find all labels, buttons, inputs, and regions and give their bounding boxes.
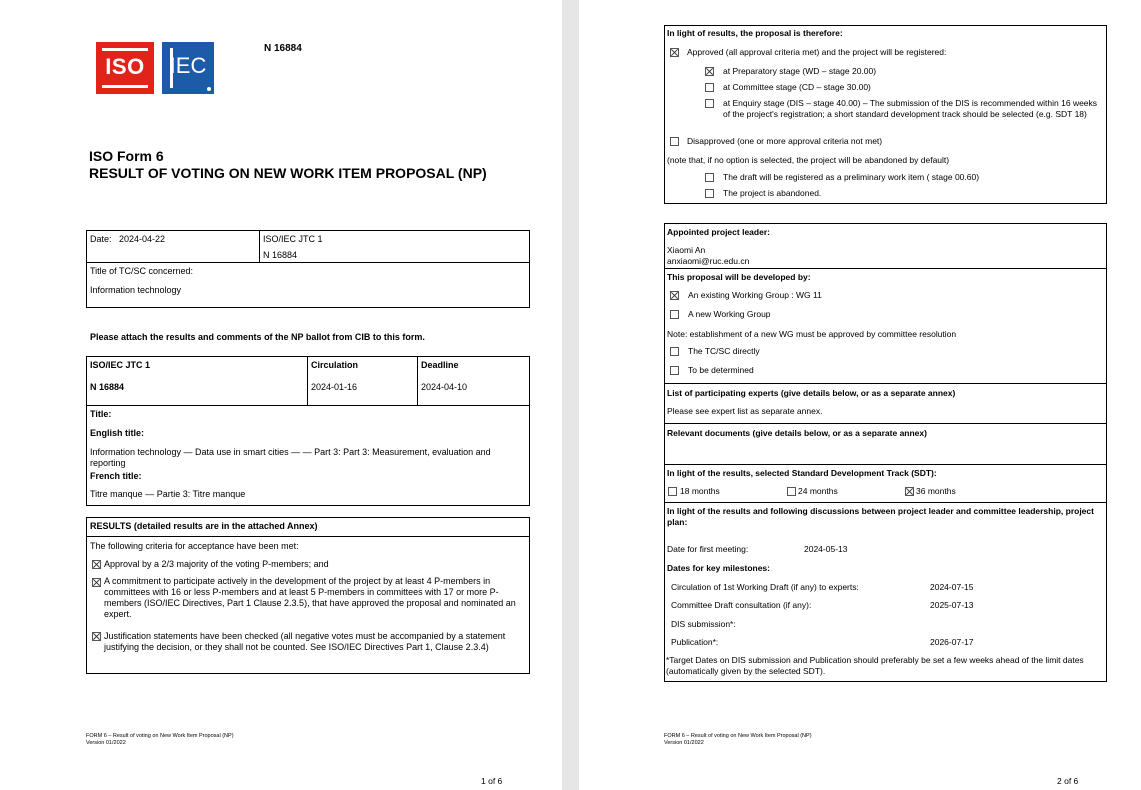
- tbd-text: To be determined: [688, 365, 754, 375]
- french-title-value: Titre manque — Partie 3: Titre manque: [90, 489, 246, 499]
- leader-email: anxiaomi@ruc.edu.cn: [667, 256, 750, 266]
- criteria-3-checkbox[interactable]: [92, 632, 101, 641]
- english-title-label: English title:: [90, 428, 144, 438]
- draft-prelim-checkbox[interactable]: [705, 173, 714, 182]
- milestones-label: Dates for key milestones:: [667, 563, 770, 573]
- experts-header: List of participating experts (give details below, or as a separate annex): [667, 388, 956, 398]
- wd-value: 2024-07-15: [930, 582, 974, 592]
- iso-logo: ISO: [96, 42, 154, 94]
- approved-text: Approved (all approval criteria met) and the project will be registered:: [687, 47, 947, 57]
- iec-logo: IEC: [162, 42, 214, 94]
- new-wg-checkbox[interactable]: [670, 310, 679, 319]
- sdt-24-text: 24 months: [798, 486, 838, 496]
- results-header: RESULTS (detailed results are in the attached Annex): [90, 521, 318, 531]
- first-meeting-value: 2024-05-13: [804, 544, 848, 554]
- ballot-table: [86, 356, 530, 506]
- page-number-2: 2 of 6: [1057, 776, 1079, 786]
- footer-version: Version 01/2022: [86, 740, 126, 746]
- stage-prep-checkbox[interactable]: [705, 67, 714, 76]
- attach-note: Please attach the results and comments of the NP ballot from CIB to this form.: [90, 332, 425, 342]
- pub-value: 2026-07-17: [930, 637, 974, 647]
- criteria-1-checkbox[interactable]: [92, 560, 101, 569]
- circulation-value: 2024-01-16: [311, 382, 358, 392]
- stage-prep-text: at Preparatory stage (WD – stage 20.00): [723, 66, 877, 76]
- ballot-committee: ISO/IEC JTC 1: [90, 360, 151, 370]
- stage-cd-text: at Committee stage (CD – stage 30.00): [723, 82, 871, 92]
- existing-wg-text: An existing Working Group : WG 11: [688, 290, 822, 300]
- new-wg-note: Note: establishment of a new WG must be approved by committee resolution: [667, 329, 957, 339]
- wd-label: Circulation of 1st Working Draft (if any) to experts:: [671, 582, 859, 592]
- footer-form-line: FORM 6 – Result of voting on New Work Item Proposal (NP): [86, 733, 234, 739]
- page-number-1: 1 of 6: [481, 776, 503, 786]
- criteria-1-text: Approval by a 2/3 majority of the voting P-members; and: [104, 559, 329, 569]
- deadline-value: 2024-04-10: [421, 382, 468, 392]
- sdt-36-checkbox[interactable]: [905, 487, 914, 496]
- sdt-header: In light of the results, selected Standard Development Track (SDT):: [667, 468, 937, 478]
- sdt-36-text: 36 months: [916, 486, 956, 496]
- plan-header: In light of the results and following discussions between project leader and committee leadership, project plan:: [667, 506, 1094, 527]
- date-value: 2024-04-22: [119, 234, 166, 244]
- cd-label: Committee Draft consultation (if any):: [671, 600, 812, 610]
- new-wg-text: A new Working Group: [688, 309, 771, 319]
- disapproved-text: Disapproved (one or more approval criteria not met): [687, 136, 883, 146]
- form-subtitle: RESULT OF VOTING ON NEW WORK ITEM PROPOSAL (NP): [89, 165, 487, 181]
- stage-dis-checkbox[interactable]: [705, 99, 714, 108]
- criteria-3-text: Justification statements have been checked (all negative votes must be accompanied by a statement justifying the decision, or they shall not be counted. See ISO/IEC Directives Part 1, Clause 2.3.4): [104, 631, 506, 652]
- leader-header: Appointed project leader:: [667, 227, 770, 237]
- english-title-value: Information technology — Data use in smart cities — — Part 3: Part 3: Measurement, evaluation and reporting: [90, 447, 491, 468]
- committee-doc-number: N 16884: [263, 250, 298, 260]
- criteria-2-text: A commitment to participate actively in the development of the project by at least 4 P-members in committees with 16 or less P-members and at least 5 P-members in committees with 17 or more P-members (ISO/IEC Directives, Part 1 Clause 2.3.5), that have approved the proposal and nominated an expert.: [104, 576, 516, 619]
- date-label: Date:: [90, 234, 112, 244]
- stage-dis-text: at Enquiry stage (DIS – stage 40.00) – The submission of the DIS is recommended within 16 weeks of the project's registration; a short standard development track should be selected (e.g. SDT 18): [723, 98, 1098, 119]
- deadline-label: Deadline: [421, 360, 459, 370]
- document-page-2: [579, 0, 1141, 790]
- plan-footnote: *Target Dates on DIS submission and Publication should preferably be set a few weeks ahead of the limit dates (automatically given by the selected SDT).: [666, 655, 1084, 676]
- existing-wg-checkbox[interactable]: [670, 291, 679, 300]
- sdt-24-checkbox[interactable]: [787, 487, 796, 496]
- developed-header: This proposal will be developed by:: [667, 272, 811, 282]
- french-title-label: French title:: [90, 471, 142, 481]
- tcsc-label: Title of TC/SC concerned:: [90, 266, 194, 276]
- tbd-checkbox[interactable]: [670, 366, 679, 375]
- committee-name: ISO/IEC JTC 1: [263, 234, 323, 244]
- doc-number: N 16884: [264, 43, 302, 54]
- approved-checkbox[interactable]: [670, 48, 679, 57]
- tcsc-value: Information technology: [90, 285, 182, 295]
- first-meeting-label: Date for first meeting:: [667, 544, 749, 554]
- draft-prelim-text: The draft will be registered as a preliminary work item ( stage 00.60): [723, 172, 980, 182]
- sdt-18-checkbox[interactable]: [668, 487, 677, 496]
- form-title: ISO Form 6: [89, 148, 164, 164]
- pub-label: Publication*:: [671, 637, 719, 647]
- criteria-2-checkbox[interactable]: [92, 578, 101, 587]
- ballot-number: N 16884: [90, 382, 125, 392]
- document-page-1: [0, 0, 562, 790]
- tcsc-text: The TC/SC directly: [688, 346, 760, 356]
- sdt-18-text: 18 months: [680, 486, 720, 496]
- circulation-label: Circulation: [311, 360, 359, 370]
- tcsc-checkbox[interactable]: [670, 347, 679, 356]
- footer-form-line: FORM 6 – Result of voting on New Work Item Proposal (NP): [664, 733, 812, 739]
- leader-name: Xiaomi An: [667, 245, 706, 255]
- abandoned-text: The project is abandoned.: [723, 188, 822, 198]
- title-label: Title:: [90, 409, 112, 419]
- footer-version: Version 01/2022: [664, 740, 704, 746]
- default-note: (note that, if no option is selected, the project will be abandoned by default): [667, 155, 950, 165]
- abandoned-checkbox[interactable]: [705, 189, 714, 198]
- proposal-header: In light of results, the proposal is therefore:: [667, 28, 843, 38]
- experts-text: Please see expert list as separate annex.: [667, 406, 823, 416]
- relevant-docs-header: Relevant documents (give details below, or as a separate annex): [667, 428, 927, 438]
- stage-cd-checkbox[interactable]: [705, 83, 714, 92]
- cd-value: 2025-07-13: [930, 600, 974, 610]
- dis-label: DIS submission*:: [671, 619, 736, 629]
- disapproved-checkbox[interactable]: [670, 137, 679, 146]
- results-intro: The following criteria for acceptance have been met:: [90, 541, 299, 551]
